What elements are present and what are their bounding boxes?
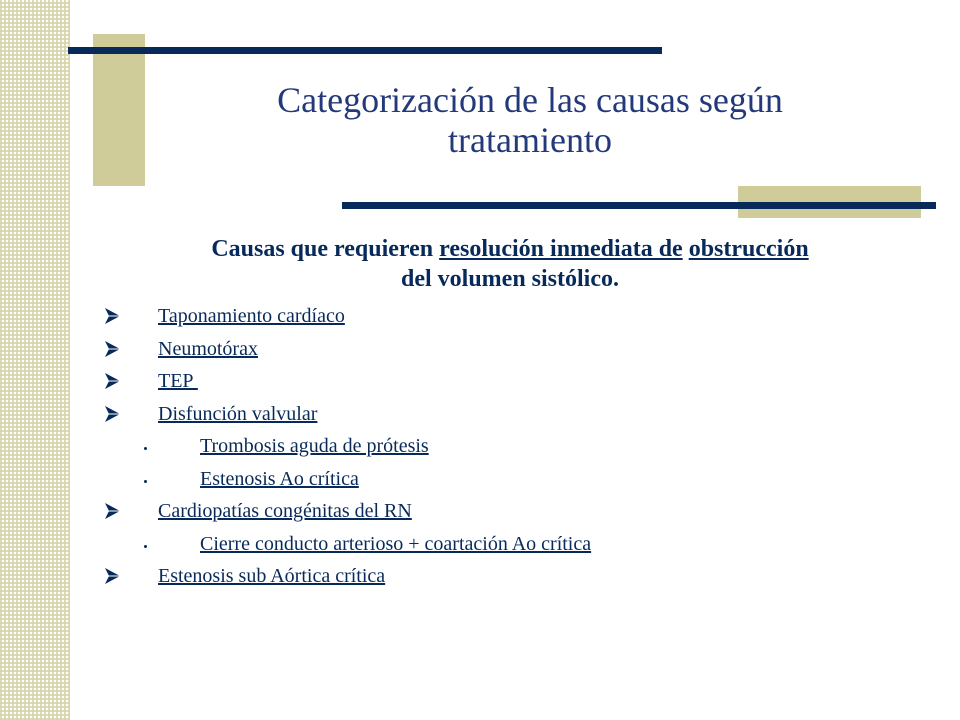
list-item-link[interactable]: Disfunción valvular [158,402,318,425]
side-pattern-decoration [0,0,70,720]
dot-bullet-icon [144,447,147,450]
sub-list-item-text: Cierre conducto arterioso + coartación Ao crítica [200,532,592,555]
sub-list-item [103,433,923,466]
sub-list-item [103,466,923,499]
arrowhead-bullet-icon [103,306,123,326]
olive-block-left [93,34,145,186]
sub-list-item-text: Trombosis aguda de prótesis [200,435,429,457]
sub-list-item-text: Estenosis Ao crítica [200,467,359,490]
list-item-link[interactable]: TEP [158,370,198,392]
list-item-link[interactable]: Cardiopatías congénitas del RN [158,500,412,522]
section-heading [90,234,930,294]
arrowhead-bullet-icon [103,371,123,391]
list-item [103,336,923,369]
list-item-link[interactable]: Taponamiento cardíaco [158,305,345,327]
heading-underlined-1: resolución inmediata de [439,236,683,262]
heading-line-1 [90,234,930,264]
list-item [103,303,923,336]
dot-bullet-icon [144,545,147,548]
navy-bar-top [68,47,662,54]
list-item [103,563,923,596]
heading-underlined-2: obstrucción [688,236,809,262]
sub-list-item [103,531,923,564]
arrowhead-bullet-icon [103,566,123,586]
arrowhead-bullet-icon [103,339,123,359]
arrowhead-bullet-icon [103,404,123,424]
list-item [103,401,923,434]
heading-text-1: Causas que requieren [211,236,440,262]
list-item-link[interactable]: Neumotórax [158,337,258,360]
list-item [103,368,923,401]
causes-list [103,303,923,596]
slide-title [150,80,910,160]
list-item [103,498,923,531]
dot-bullet-icon [144,480,147,483]
title-line-2: tratamiento [448,120,612,160]
navy-bar-bottom [342,202,936,209]
title-line-1: Categorización de las causas según [277,80,783,120]
arrowhead-bullet-icon [103,501,123,521]
heading-line-2: del volumen sistólico. [400,266,619,292]
list-item-link[interactable]: Estenosis sub Aórtica crítica [158,565,386,587]
